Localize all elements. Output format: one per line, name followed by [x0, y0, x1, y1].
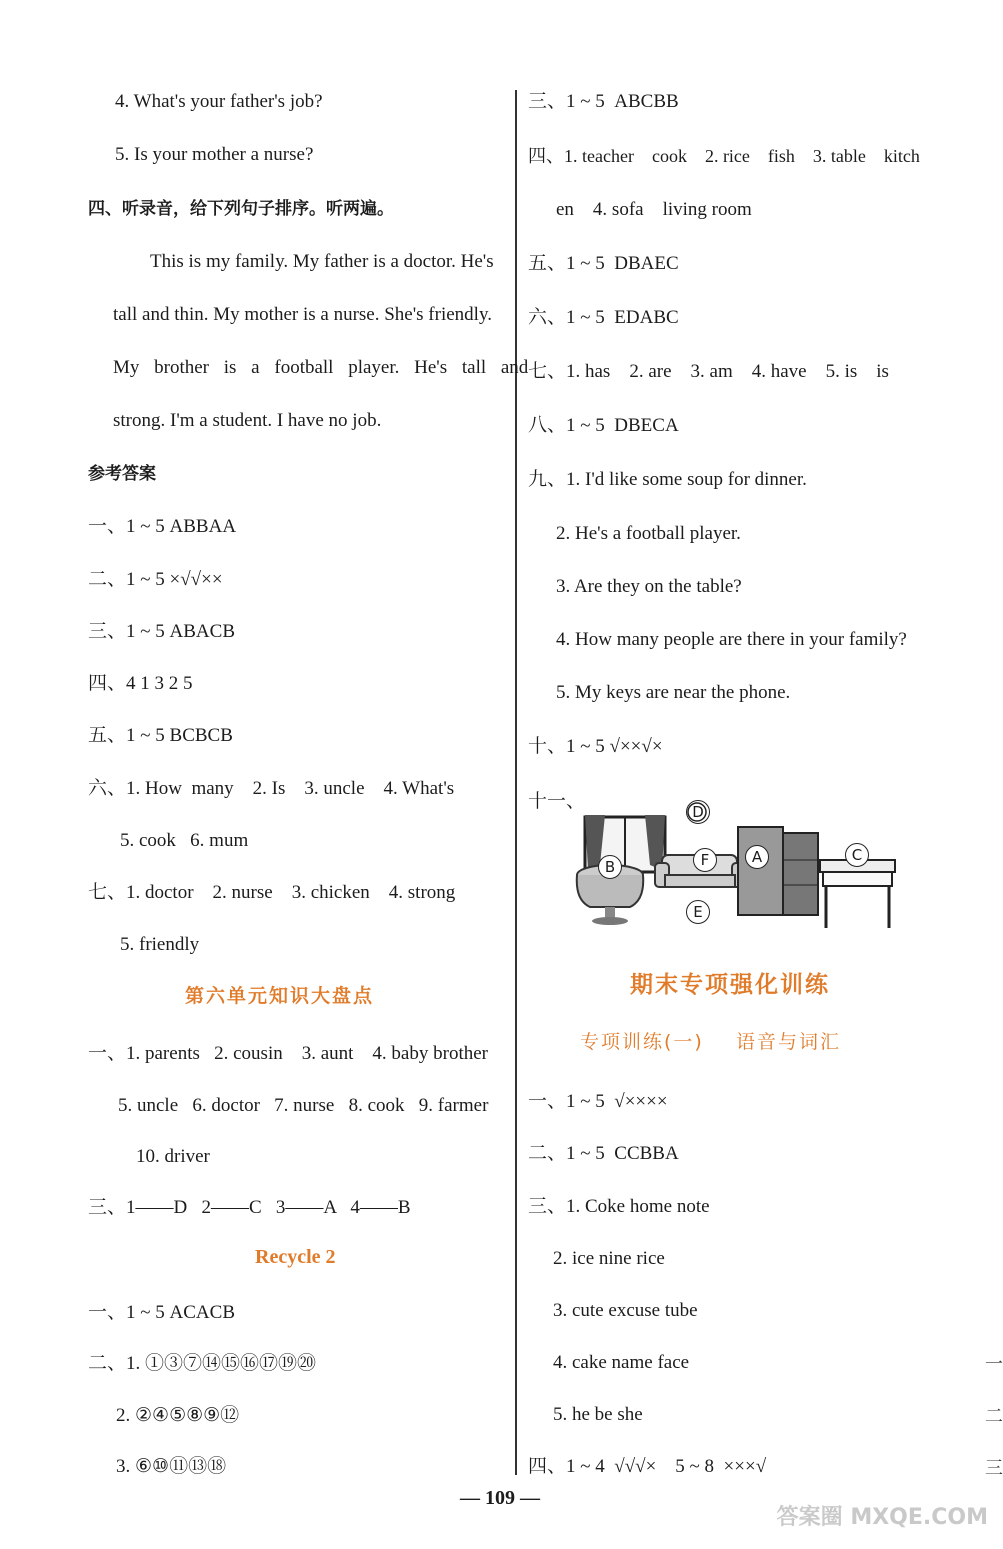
recycle-title: Recycle 2 [255, 1246, 336, 1268]
label-c: C [845, 843, 869, 867]
answer-line: en 4. sofa living room [556, 199, 752, 220]
final-review-title: 期末专项强化训练 [630, 972, 830, 998]
unit6-line: 三、1——D 2——C 3——A 4——B [88, 1197, 411, 1218]
answer-line: 5. cook 6. mum [120, 830, 249, 851]
answer-line: 2. He's a football player. [556, 523, 741, 544]
answer-line: 4. How many people are there in your family? [556, 629, 907, 650]
recycle-line: 2. ②④⑤⑧⑨⑫ [116, 1405, 240, 1426]
answer-line: 5. My keys are near the phone. [556, 682, 791, 703]
passage-line: My brother is a football player. He's tall and [113, 357, 529, 378]
special-line: 二、1 ~ 5 CCBBA [528, 1143, 679, 1164]
answer-line: 九、1. I'd like some soup for dinner. [528, 469, 807, 490]
answer-line: 四、4 1 3 2 5 [88, 673, 193, 694]
special-line: 四、1 ~ 4 √√√× 5 ~ 8 ×××√ [528, 1456, 767, 1477]
passage-line: tall and thin. My mother is a nurse. She's friendly. [113, 304, 492, 325]
watermark: 答案圈 MXQE.COM [776, 1505, 988, 1530]
fridge-icon [738, 827, 818, 915]
answer-line: 5. friendly [120, 934, 200, 955]
special-line: 一、1 ~ 5 √×××× [528, 1091, 668, 1112]
column-divider [515, 90, 517, 1475]
answers-title: 参考答案 [88, 464, 156, 484]
special-line: 3. cute excuse tube [553, 1300, 698, 1321]
answer-line: 八、1 ~ 5 DBECA [528, 415, 679, 436]
answer-line: 三、1 ~ 5 ABCBB [528, 91, 679, 112]
edge-mark: 一 [985, 1354, 1003, 1374]
answer-line: 五、1 ~ 5 DBAEC [528, 253, 679, 274]
answer-line: 七、1. doctor 2. nurse 3. chicken 4. strong [88, 882, 456, 903]
answer-line: 六、1 ~ 5 EDABC [528, 307, 679, 328]
recycle-line: 二、1. ①③⑦⑭⑮⑯⑰⑲⑳ [88, 1353, 317, 1374]
answer-line: 一、1 ~ 5 ABBAA [88, 516, 237, 537]
page-number: — 109 — [460, 1487, 540, 1509]
special-line: 5. he be she [553, 1404, 643, 1425]
edge-mark: 二 [985, 1406, 1003, 1426]
answer-line: 十、1 ~ 5 √××√× [528, 736, 663, 757]
answer-line: 五、1 ~ 5 BCBCB [88, 725, 233, 746]
passage-line: This is my family. My father is a doctor. He's [150, 251, 494, 272]
side-table-icon [820, 860, 895, 928]
recycle-line: 一、1 ~ 5 ACACB [88, 1302, 235, 1323]
label-a: A [745, 845, 769, 869]
label-e: E [686, 900, 710, 924]
question-4-line: 4. What's your father's job? [115, 91, 323, 112]
edge-mark: 三 [985, 1458, 1003, 1478]
special-line: 4. cake name face [553, 1352, 690, 1373]
unit6-line: 10. driver [136, 1146, 210, 1167]
window-icon [585, 815, 665, 872]
label-f: F [693, 848, 717, 872]
unit6-title: 第六单元知识大盘点 [185, 985, 375, 1007]
answer-line: 十一、 [528, 791, 586, 812]
special-line: 三、1. Coke home note [528, 1196, 710, 1217]
question-5-line: 5. Is your mother a nurse? [115, 144, 314, 165]
unit6-line: 5. uncle 6. doctor 7. nurse 8. cook 9. farmer [118, 1095, 489, 1116]
passage-line: strong. I'm a student. I have no job. [113, 410, 382, 431]
label-b: B [598, 855, 622, 879]
answer-line: 二、1 ~ 5 ×√√×× [88, 569, 223, 590]
answer-line: 六、1. How many 2. Is 3. uncle 4. What's [88, 778, 455, 799]
label-d: D [686, 800, 710, 824]
unit6-line: 一、1. parents 2. cousin 3. aunt 4. baby brother [88, 1043, 488, 1064]
answer-line: 3. Are they on the table? [556, 576, 742, 597]
answer-line: 七、1. has 2. are 3. am 4. have 5. is is [528, 361, 889, 382]
special-training-title: 专项训练(一) 语音与词汇 [580, 1031, 841, 1053]
answer-line: 四、1. teacher cook 2. rice fish 3. table kitch [528, 146, 920, 166]
special-line: 2. ice nine rice [553, 1248, 665, 1269]
recycle-line: 3. ⑥⑩⑪⑬⑱ [116, 1456, 227, 1477]
section-4-title: 四、听录音，给下列句子排序。听两遍。 [88, 199, 394, 219]
answer-line: 三、1 ~ 5 ABACB [88, 621, 235, 642]
